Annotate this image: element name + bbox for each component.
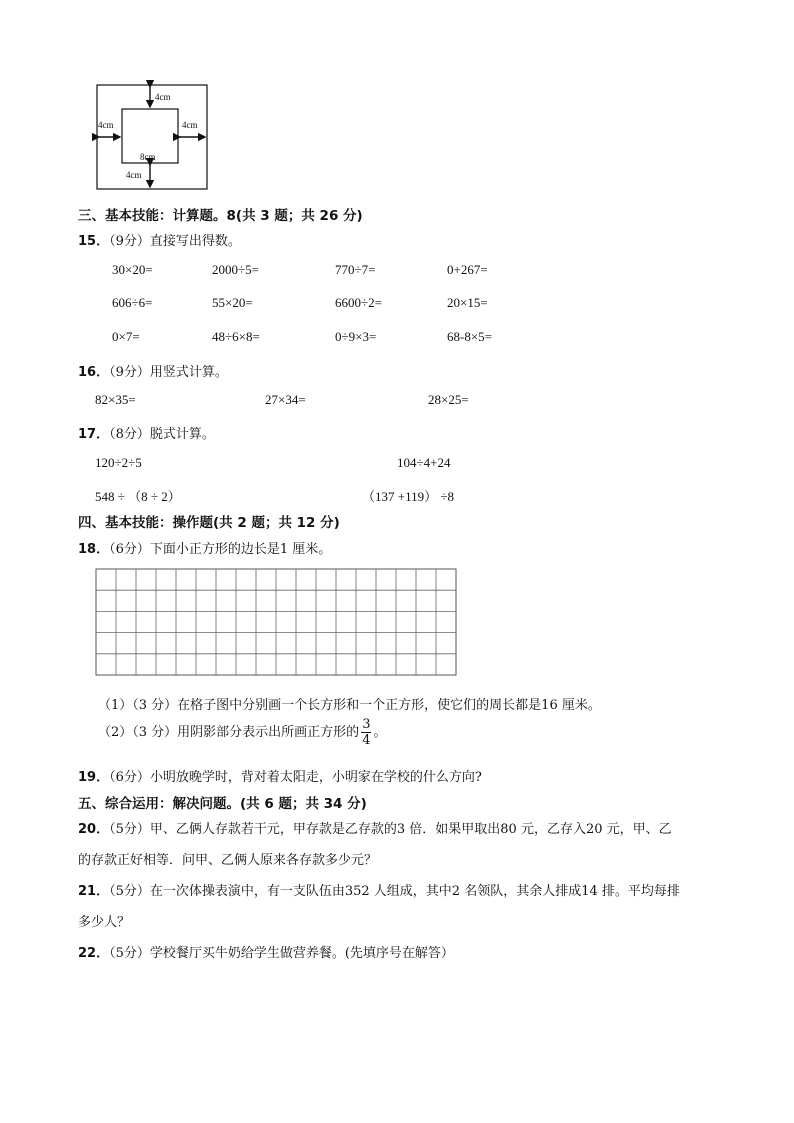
section4-heading: 四、基本技能：操作题(共 2 题；共 12 分) (78, 515, 340, 531)
square-grid[interactable] (95, 568, 457, 676)
q15-prompt (78, 230, 241, 249)
q18-sub1: （1）（3 分）在格子图中分别画一个长方形和一个正方形，使它们的周长都是16 厘米。 (98, 698, 601, 713)
q15-r1c1: 30×20= (112, 262, 153, 277)
q20-line1: （5分）甲、乙俩人存款若干元，甲存款是乙存款的3 倍．如果甲取出80 元，乙存入20 元，甲、乙 (109, 822, 672, 837)
q22-prompt (78, 942, 454, 961)
q17-prompt (78, 423, 215, 442)
figure-right-label: 4cm (182, 120, 198, 130)
q20-line2: 的存款正好相等．问甲、乙俩人原来各存款多少元？ (78, 853, 378, 868)
q18-text: （6分）下面小正方形的边长是1 厘米。 (109, 542, 332, 557)
q17-text: （8分）脱式计算。 (109, 427, 215, 442)
q16-prompt (78, 361, 228, 380)
q17-number: 17． (78, 427, 110, 442)
q20-prompt (78, 818, 672, 837)
q18-number: 18． (78, 542, 110, 557)
figure-inner-label: 8cm (140, 152, 156, 162)
q21-line2: 多少人？ (78, 915, 131, 930)
q20-number: 20． (78, 822, 110, 837)
q18-sub2-end: 。 (373, 725, 387, 740)
fraction-denominator: 4 (362, 733, 371, 748)
q16-text: （9分）用竖式计算。 (109, 365, 228, 380)
q15-r3c2: 48÷6×8= (212, 329, 260, 344)
q22-number: 22． (78, 946, 110, 961)
figure-left-label: 4cm (98, 120, 114, 130)
q19-prompt (78, 766, 482, 785)
q22-text: （5分）学校餐厅买牛奶给学生做营养餐。(先填序号在解答） (109, 946, 454, 961)
q17-item3: 548 ÷ （8 ÷ 2） (95, 489, 181, 504)
q18-sub2 (98, 718, 386, 747)
q15-r2c4: 20×15= (447, 295, 488, 310)
fraction-numerator: 3 (362, 717, 371, 732)
q21-number: 21． (78, 884, 110, 899)
section5-heading: 五、综合运用：解决问题。(共 6 题；共 34 分) (78, 796, 367, 812)
q16-item3: 28×25= (428, 392, 469, 407)
q16-number: 16． (78, 365, 110, 380)
q17-item4: （137 +119） ÷8 (362, 489, 454, 504)
q18-sub2-text: （2）（3 分）用阴影部分表示出所画正方形的 (98, 725, 360, 740)
fraction (361, 718, 371, 747)
q16-item2: 27×34= (265, 392, 306, 407)
q15-r2c3: 6600÷2= (335, 295, 382, 310)
q17-item2: 104÷4+24 (397, 455, 451, 470)
q15-r3c3: 0÷9×3= (335, 329, 377, 344)
q18-prompt (78, 538, 331, 557)
q15-r1c2: 2000÷5= (212, 262, 259, 277)
q15-number: 15． (78, 234, 110, 249)
figure-bottom-label: 4cm (126, 170, 142, 180)
q16-item1: 82×35= (95, 392, 136, 407)
q15-r2c1: 606÷6= (112, 295, 153, 310)
q15-r2c2: 55×20= (212, 295, 253, 310)
q15-r1c3: 770÷7= (335, 262, 376, 277)
q15-text: （9分）直接写出得数。 (109, 234, 241, 249)
section3-heading: 三、基本技能：计算题。8(共 3 题；共 26 分) (78, 208, 363, 224)
q15-r3c1: 0×7= (112, 329, 140, 344)
q15-r3c4: 68-8×5= (447, 329, 492, 344)
q17-item1: 120÷2÷5 (95, 455, 142, 470)
frame-diagram (90, 80, 214, 194)
q21-line1: （5分）在一次体操表演中，有一支队伍由352 人组成，其中2 名领队，其余人排成14 排。平均每排 (109, 884, 680, 899)
q19-number: 19． (78, 770, 110, 785)
figure-top-label: 4cm (155, 92, 171, 102)
q21-prompt (78, 880, 680, 899)
q15-r1c4: 0+267= (447, 262, 488, 277)
q19-text: （6分）小明放晚学时，背对着太阳走，小明家在学校的什么方向? (109, 770, 482, 785)
